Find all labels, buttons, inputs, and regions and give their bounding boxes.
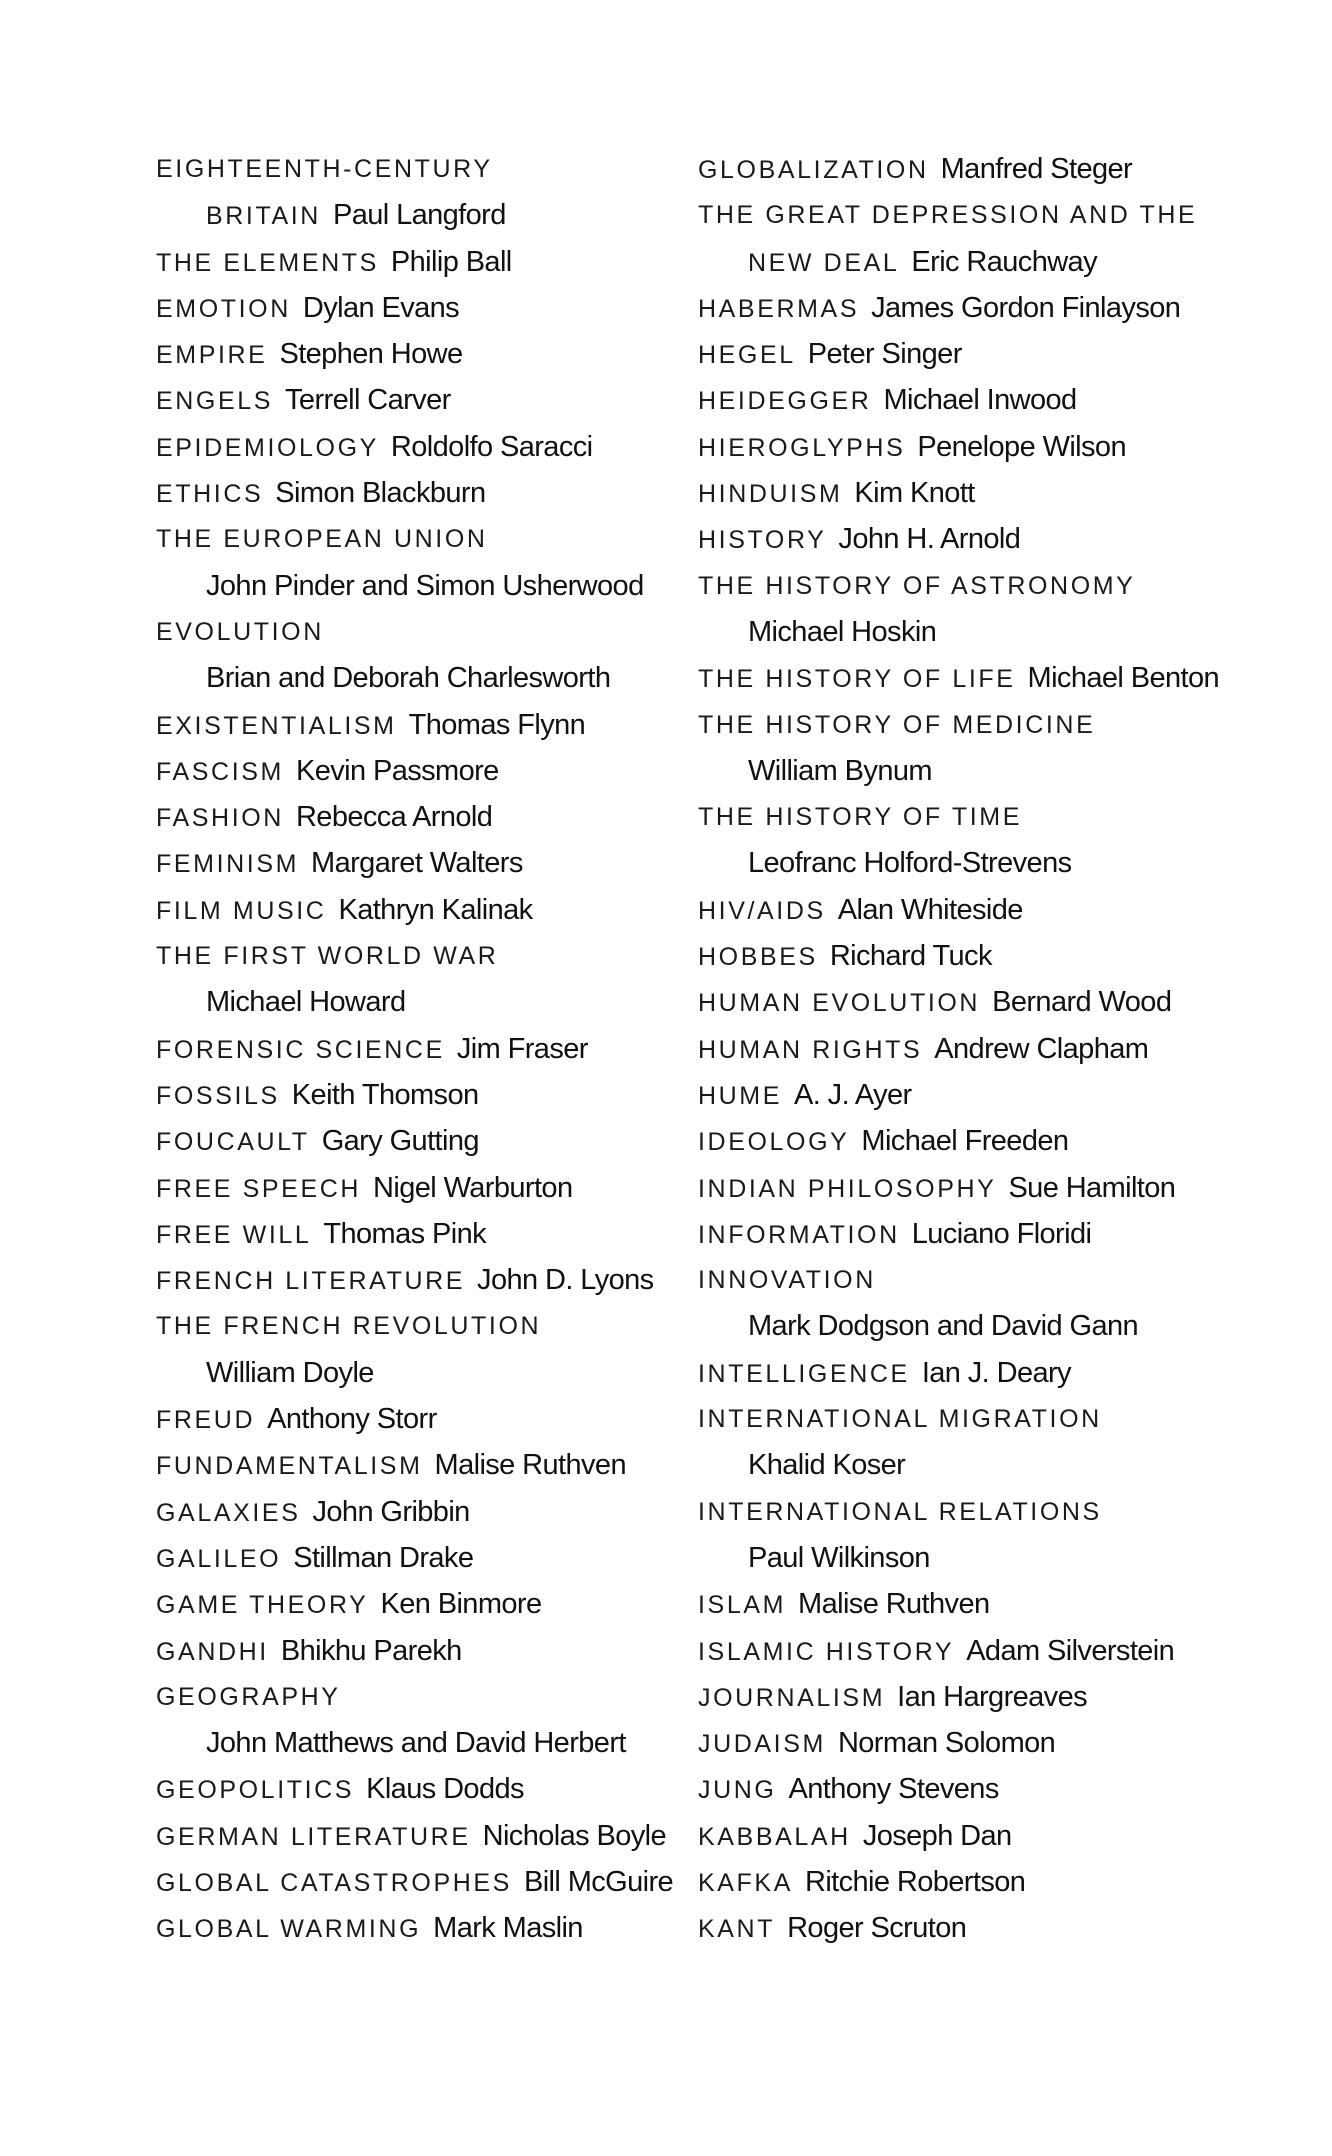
author-name: Mark Maslin	[433, 1912, 583, 1945]
author-name: Nigel Warburton	[373, 1171, 573, 1204]
author-name: Margaret Walters	[311, 847, 523, 880]
subject-title: KANT	[698, 1915, 776, 1944]
entry-line-continued	[698, 748, 1258, 794]
list-entry	[698, 1350, 1258, 1396]
entry-line	[156, 1674, 716, 1720]
author-name: Michael Freeden	[861, 1125, 1069, 1158]
author-name: Philip Ball	[390, 245, 512, 278]
entry-line-continued	[156, 979, 716, 1025]
entry-line	[698, 1859, 1258, 1905]
subject-title: INDIAN PHILOSOPHY	[698, 1174, 997, 1203]
list-entry	[156, 1072, 716, 1118]
subject-title: FREE WILL	[156, 1220, 312, 1249]
list-entry	[156, 887, 716, 933]
entry-line	[698, 1674, 1258, 1720]
entry-line	[698, 1026, 1258, 1072]
entry-line	[156, 285, 716, 331]
author-name: James Gordon Finlayson	[871, 291, 1181, 324]
list-entry	[698, 285, 1258, 331]
subject-title: THE FRENCH REVOLUTION	[156, 1312, 542, 1341]
entry-line	[698, 1905, 1258, 1951]
list-entry	[156, 285, 716, 331]
entry-line	[156, 146, 716, 192]
list-entry	[156, 424, 716, 470]
subject-title: THE HISTORY OF LIFE	[698, 665, 1016, 694]
author-name: Terrell Carver	[285, 384, 451, 417]
list-entry	[156, 1396, 716, 1442]
subject-title: FORENSIC SCIENCE	[156, 1035, 445, 1064]
entry-line	[156, 1118, 716, 1164]
subject-title: FRENCH LITERATURE	[156, 1267, 466, 1296]
entry-line	[156, 424, 716, 470]
list-entry	[698, 1211, 1258, 1257]
subject-title: EVOLUTION	[156, 617, 324, 646]
list-entry	[698, 655, 1258, 701]
author-name: Bernard Wood	[992, 986, 1172, 1019]
entry-line	[156, 1026, 716, 1072]
author-name: Roldolfo Saracci	[390, 430, 593, 463]
entry-line	[698, 470, 1258, 516]
entry-line	[156, 702, 716, 748]
author-name: Malise Ruthven	[798, 1588, 990, 1621]
entry-line	[156, 1489, 716, 1535]
left-column	[156, 146, 716, 1952]
author-name: Manfred Steger	[940, 153, 1133, 185]
entry-line	[698, 1118, 1258, 1164]
subject-title: INTERNATIONAL MIGRATION	[698, 1405, 1102, 1434]
entry-line	[156, 1859, 716, 1905]
author-name: William Doyle	[206, 1356, 374, 1389]
author-name: Klaus Dodds	[366, 1773, 524, 1806]
entry-line	[156, 1072, 716, 1118]
subject-title: GALILEO	[156, 1544, 282, 1573]
author-name: Alan Whiteside	[837, 893, 1023, 926]
entry-line	[698, 1350, 1258, 1396]
list-entry	[698, 1813, 1258, 1859]
list-entry	[156, 377, 716, 423]
list-entry	[156, 1026, 716, 1072]
subject-title: EMOTION	[156, 294, 291, 323]
entry-line	[156, 1628, 716, 1674]
subject-title: GEOPOLITICS	[156, 1776, 355, 1805]
subject-title: THE EUROPEAN UNION	[156, 525, 488, 554]
entry-line	[698, 1720, 1258, 1766]
subject-title: GLOBAL CATASTROPHES	[156, 1868, 512, 1897]
author-name: Stillman Drake	[293, 1541, 474, 1574]
subject-title: THE HISTORY OF MEDICINE	[698, 710, 1096, 739]
author-name: Dylan Evans	[302, 291, 460, 324]
subject-title: ISLAM	[698, 1591, 787, 1620]
subject-title: GAME THEORY	[156, 1591, 369, 1620]
author-name: Eric Rauchway	[911, 245, 1097, 278]
list-entry	[156, 933, 716, 1026]
author-name: Rebecca Arnold	[295, 801, 493, 834]
list-entry	[156, 794, 716, 840]
subject-title: HEIDEGGER	[698, 387, 872, 416]
subject-title: FASCISM	[156, 757, 284, 786]
author-name: John D. Lyons	[477, 1264, 654, 1297]
author-name: Kim Knott	[854, 477, 975, 510]
entry-line	[156, 933, 716, 979]
list-entry	[156, 1489, 716, 1535]
entry-line	[698, 377, 1258, 423]
entry-line	[698, 1165, 1258, 1211]
entry-line	[698, 1489, 1258, 1535]
list-entry	[698, 1720, 1258, 1766]
author-name: Adam Silverstein	[966, 1634, 1175, 1667]
author-name: Penelope Wilson	[917, 430, 1126, 463]
author-name: Michael Hoskin	[748, 615, 937, 648]
entry-line	[156, 887, 716, 933]
author-name: Paul Wilkinson	[748, 1541, 930, 1574]
entry-line	[156, 609, 716, 655]
subject-title: THE HISTORY OF TIME	[698, 803, 1022, 832]
entry-line	[156, 748, 716, 794]
entry-line-continued	[156, 1720, 716, 1766]
entry-line-continued	[698, 840, 1258, 886]
author-name: Brian and Deborah Charlesworth	[206, 662, 611, 695]
subject-title: JUNG	[698, 1776, 777, 1805]
author-name: Nicholas Boyle	[482, 1819, 667, 1852]
list-entry	[698, 1674, 1258, 1720]
subject-title: HUME	[698, 1081, 783, 1110]
list-entry	[698, 887, 1258, 933]
entry-line	[156, 794, 716, 840]
subject-title: GALAXIES	[156, 1498, 301, 1527]
subject-title: FREE SPEECH	[156, 1174, 362, 1203]
author-name: Bill McGuire	[523, 1865, 674, 1898]
list-entry	[156, 1859, 716, 1905]
subject-title: FASHION	[156, 804, 284, 833]
entry-line	[698, 702, 1258, 748]
author-name: Anthony Stevens	[788, 1773, 999, 1806]
list-entry	[156, 331, 716, 377]
list-entry	[698, 1581, 1258, 1627]
entry-line	[156, 470, 716, 516]
subject-title: KABBALAH	[698, 1822, 851, 1851]
list-entry	[156, 239, 716, 285]
subject-title: IDEOLOGY	[698, 1128, 850, 1157]
entry-line	[156, 1165, 716, 1211]
subject-title: HISTORY	[698, 526, 827, 555]
subject-title: GANDHI	[156, 1637, 269, 1666]
entry-line-continued	[698, 1535, 1258, 1581]
entry-line	[156, 840, 716, 886]
author-name: Anthony Storr	[267, 1403, 437, 1436]
subject-title: INFORMATION	[698, 1220, 900, 1249]
subject-title: HUMAN EVOLUTION	[698, 989, 981, 1018]
subject-title-continued: BRITAIN	[206, 202, 321, 231]
author-name: Paul Langford	[332, 199, 506, 232]
author-name: Roger Scruton	[787, 1912, 967, 1945]
list-entry	[156, 1766, 716, 1812]
author-name: Ian Hargreaves	[897, 1680, 1088, 1713]
entry-line	[698, 285, 1258, 331]
list-entry	[156, 1905, 716, 1951]
subject-title: GLOBALIZATION	[698, 156, 929, 184]
list-entry	[156, 1535, 716, 1581]
list-entry	[698, 470, 1258, 516]
entry-line	[698, 1628, 1258, 1674]
subject-title: HIEROGLYPHS	[698, 433, 906, 462]
subject-title: FREUD	[156, 1406, 256, 1435]
author-name: Thomas Flynn	[408, 708, 586, 741]
list-entry	[156, 1211, 716, 1257]
list-entry	[156, 840, 716, 886]
entry-line	[698, 1072, 1258, 1118]
author-name: John Matthews and David Herbert	[206, 1727, 626, 1760]
subject-title: FILM MUSIC	[156, 896, 327, 925]
subject-title: JUDAISM	[698, 1730, 826, 1759]
list-entry	[156, 1442, 716, 1488]
list-entry	[698, 1628, 1258, 1674]
entry-line	[156, 1905, 716, 1951]
entry-line-continued	[698, 1442, 1258, 1488]
list-entry	[156, 1813, 716, 1859]
author-name: Peter Singer	[807, 338, 962, 371]
author-name: Ritchie Robertson	[804, 1865, 1026, 1898]
entry-line	[156, 1535, 716, 1581]
entry-line	[698, 979, 1258, 1025]
list-entry	[156, 1118, 716, 1164]
author-name: Richard Tuck	[829, 940, 992, 973]
list-entry	[698, 1859, 1258, 1905]
subject-title: KAFKA	[698, 1868, 793, 1897]
entry-line	[156, 377, 716, 423]
list-entry	[698, 1905, 1258, 1951]
entry-line	[698, 933, 1258, 979]
entry-line	[698, 1396, 1258, 1442]
entry-line	[156, 1442, 716, 1488]
subject-title: HINDUISM	[698, 480, 843, 509]
entry-line	[156, 331, 716, 377]
author-name: Thomas Pink	[323, 1217, 487, 1250]
subject-title: HEGEL	[698, 341, 796, 370]
author-name: Keith Thomson	[291, 1078, 479, 1111]
subject-title: FUNDAMENTALISM	[156, 1452, 423, 1481]
list-entry	[698, 331, 1258, 377]
author-name: Malise Ruthven	[434, 1449, 626, 1482]
list-entry	[698, 1257, 1258, 1350]
list-entry	[156, 1165, 716, 1211]
entry-line	[698, 1211, 1258, 1257]
list-entry	[698, 1026, 1258, 1072]
author-name: Leofranc Holford-Strevens	[748, 847, 1072, 880]
list-entry	[698, 563, 1258, 656]
list-entry	[698, 702, 1258, 795]
entry-line-continued	[156, 563, 716, 609]
subject-title: EIGHTEENTH-CENTURY	[156, 155, 493, 183]
author-name: John Gribbin	[312, 1495, 470, 1528]
list-entry	[698, 1165, 1258, 1211]
entry-line	[698, 1581, 1258, 1627]
author-name: Jim Fraser	[456, 1032, 588, 1065]
entry-line	[698, 887, 1258, 933]
entry-line	[156, 1396, 716, 1442]
entry-line	[156, 1581, 716, 1627]
author-name: Bhikhu Parekh	[280, 1634, 462, 1667]
subject-title: INNOVATION	[698, 1266, 876, 1295]
entry-line	[698, 563, 1258, 609]
subject-title: EMPIRE	[156, 341, 268, 370]
list-entry	[156, 146, 716, 239]
author-name: Kevin Passmore	[295, 754, 499, 787]
list-entry	[156, 748, 716, 794]
author-name: Michael Inwood	[883, 384, 1077, 417]
list-entry	[156, 1581, 716, 1627]
entry-line	[698, 655, 1258, 701]
entry-line-continued	[698, 609, 1258, 655]
author-name: Ken Binmore	[380, 1588, 542, 1621]
entry-line	[698, 1257, 1258, 1303]
entry-line	[698, 1766, 1258, 1812]
subject-title: EXISTENTIALISM	[156, 711, 397, 740]
list-entry	[156, 609, 716, 702]
author-name: Kathryn Kalinak	[338, 893, 533, 926]
entry-line-continued	[698, 239, 1258, 285]
subject-title: EPIDEMIOLOGY	[156, 433, 379, 462]
subject-title: INTELLIGENCE	[698, 1359, 910, 1388]
entry-line	[698, 1813, 1258, 1859]
list-entry	[156, 1628, 716, 1674]
author-name: Ian J. Deary	[921, 1356, 1071, 1389]
list-entry	[698, 1118, 1258, 1164]
subject-title: FEMINISM	[156, 850, 300, 879]
author-name: Mark Dodgson and David Gann	[748, 1310, 1139, 1343]
list-entry	[156, 470, 716, 516]
list-entry	[156, 1303, 716, 1396]
subject-title: GEOGRAPHY	[156, 1682, 341, 1711]
subject-title: GERMAN LITERATURE	[156, 1822, 471, 1851]
author-name: Gary Gutting	[321, 1125, 479, 1158]
author-name: William Bynum	[748, 754, 932, 787]
entry-line	[698, 424, 1258, 470]
subject-title: ENGELS	[156, 387, 274, 416]
subject-title: THE GREAT DEPRESSION AND THE	[698, 201, 1198, 230]
subject-title: THE ELEMENTS	[156, 248, 379, 277]
subject-title: HUMAN RIGHTS	[698, 1035, 923, 1064]
author-name: Joseph Dan	[862, 1819, 1012, 1852]
author-name: A. J. Ayer	[794, 1078, 912, 1111]
list-entry	[156, 1257, 716, 1303]
subject-title: FOSSILS	[156, 1081, 280, 1110]
author-name: Stephen Howe	[279, 338, 463, 371]
list-entry	[698, 979, 1258, 1025]
author-name: Khalid Koser	[748, 1449, 906, 1482]
entry-line	[698, 331, 1258, 377]
entry-line	[698, 794, 1258, 840]
entry-line-continued	[698, 1303, 1258, 1349]
entry-line-continued	[156, 1350, 716, 1396]
subject-title: GLOBAL WARMING	[156, 1915, 422, 1944]
entry-line-continued	[156, 655, 716, 701]
subject-title: ISLAMIC HISTORY	[698, 1637, 955, 1666]
list-entry	[698, 516, 1258, 562]
subject-title: THE FIRST WORLD WAR	[156, 942, 499, 971]
list-entry	[698, 933, 1258, 979]
entry-line-continued	[156, 192, 716, 238]
list-entry	[698, 146, 1258, 192]
author-name: Michael Benton	[1027, 662, 1220, 695]
subject-title: HIV/AIDS	[698, 896, 826, 925]
entry-line	[156, 516, 716, 562]
list-entry	[698, 424, 1258, 470]
subject-title: HOBBES	[698, 943, 818, 972]
author-name: Simon Blackburn	[275, 477, 486, 510]
subject-title: THE HISTORY OF ASTRONOMY	[698, 571, 1136, 600]
author-name: Norman Solomon	[837, 1727, 1056, 1760]
author-name: Luciano Floridi	[911, 1217, 1092, 1250]
author-name: Michael Howard	[206, 986, 406, 1019]
subject-title: FOUCAULT	[156, 1128, 310, 1157]
subject-title: INTERNATIONAL RELATIONS	[698, 1497, 1102, 1526]
list-entry	[156, 1674, 716, 1767]
list-entry	[156, 702, 716, 748]
author-name: Andrew Clapham	[934, 1032, 1149, 1065]
author-name: John Pinder and Simon Usherwood	[206, 569, 644, 602]
entry-line	[156, 1766, 716, 1812]
entry-line	[698, 192, 1258, 238]
subject-title: JOURNALISM	[698, 1683, 886, 1712]
list-entry	[698, 794, 1258, 887]
list-entry	[698, 1072, 1258, 1118]
list-entry	[698, 1396, 1258, 1489]
author-name: Sue Hamilton	[1008, 1171, 1176, 1204]
subject-title-continued: NEW DEAL	[748, 248, 900, 277]
entry-line	[698, 516, 1258, 562]
subject-title: ETHICS	[156, 480, 264, 509]
list-entry	[698, 192, 1258, 285]
entry-line	[156, 1813, 716, 1859]
entry-line	[156, 1257, 716, 1303]
entry-line	[156, 1303, 716, 1349]
entry-line	[156, 1211, 716, 1257]
subject-title: HABERMAS	[698, 294, 860, 323]
list-entry	[698, 1489, 1258, 1582]
entry-line	[698, 146, 1258, 192]
author-name: John H. Arnold	[838, 523, 1021, 556]
list-entry	[698, 377, 1258, 423]
list-entry	[156, 516, 716, 609]
right-column	[698, 146, 1258, 1952]
entry-line	[156, 239, 716, 285]
list-entry	[698, 1766, 1258, 1812]
